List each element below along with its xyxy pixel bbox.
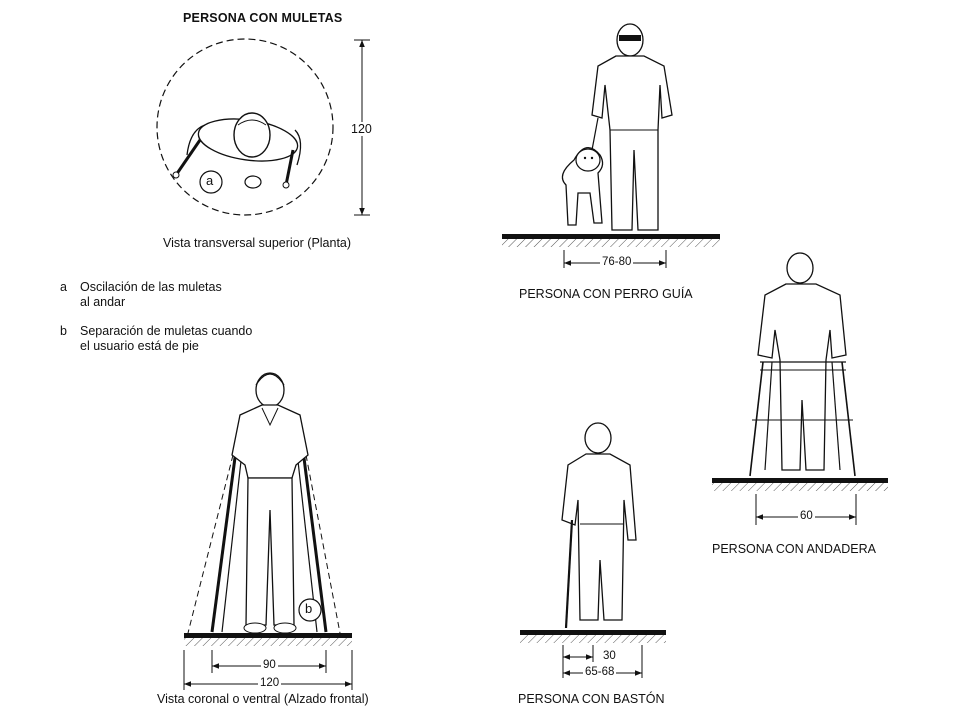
plan-diameter-label: 120 — [351, 122, 372, 136]
crutches-title: PERSONA CON MULETAS — [183, 11, 343, 25]
marker-a-label: a — [206, 173, 214, 188]
plan-view-caption: Vista transversal superior (Planta) — [163, 236, 352, 250]
note-a-marker: a — [60, 280, 67, 294]
front-view-caption: Vista coronal o ventral (Alzado frontal) — [157, 692, 369, 706]
note-b — [60, 324, 252, 354]
cane-caption: PERSONA CON BASTÓN — [518, 692, 665, 706]
left-crutch-top — [176, 140, 200, 175]
walker-figure — [712, 253, 888, 525]
walker-width-label: 60 — [800, 510, 813, 522]
guide-dog-caption: PERSONA CON PERRO GUÍA — [519, 287, 693, 301]
front-inner-width-label: 90 — [263, 659, 276, 671]
note-a-line2: al andar — [80, 295, 126, 309]
note-a-line1: Oscilación de las muletas — [80, 280, 222, 294]
walker-caption: PERSONA CON ANDADERA — [712, 542, 876, 556]
front-outer-width-label: 120 — [260, 677, 280, 689]
note-a — [60, 280, 222, 310]
marker-b-label: b — [305, 601, 313, 616]
cane-small-width-label: 30 — [603, 650, 616, 662]
cane-figure — [520, 423, 666, 678]
guide-dog-figure — [502, 24, 720, 268]
note-b-line1: Separación de muletas cuando — [80, 324, 253, 338]
crutches-plan-view — [157, 39, 370, 215]
guide-dog-width-label: 76-80 — [602, 256, 632, 268]
note-b-line2: el usuario está de pie — [80, 339, 199, 353]
crutches-front-view — [184, 373, 352, 690]
cane-large-width-label: 65-68 — [585, 666, 615, 678]
note-b-marker: b — [60, 324, 67, 338]
